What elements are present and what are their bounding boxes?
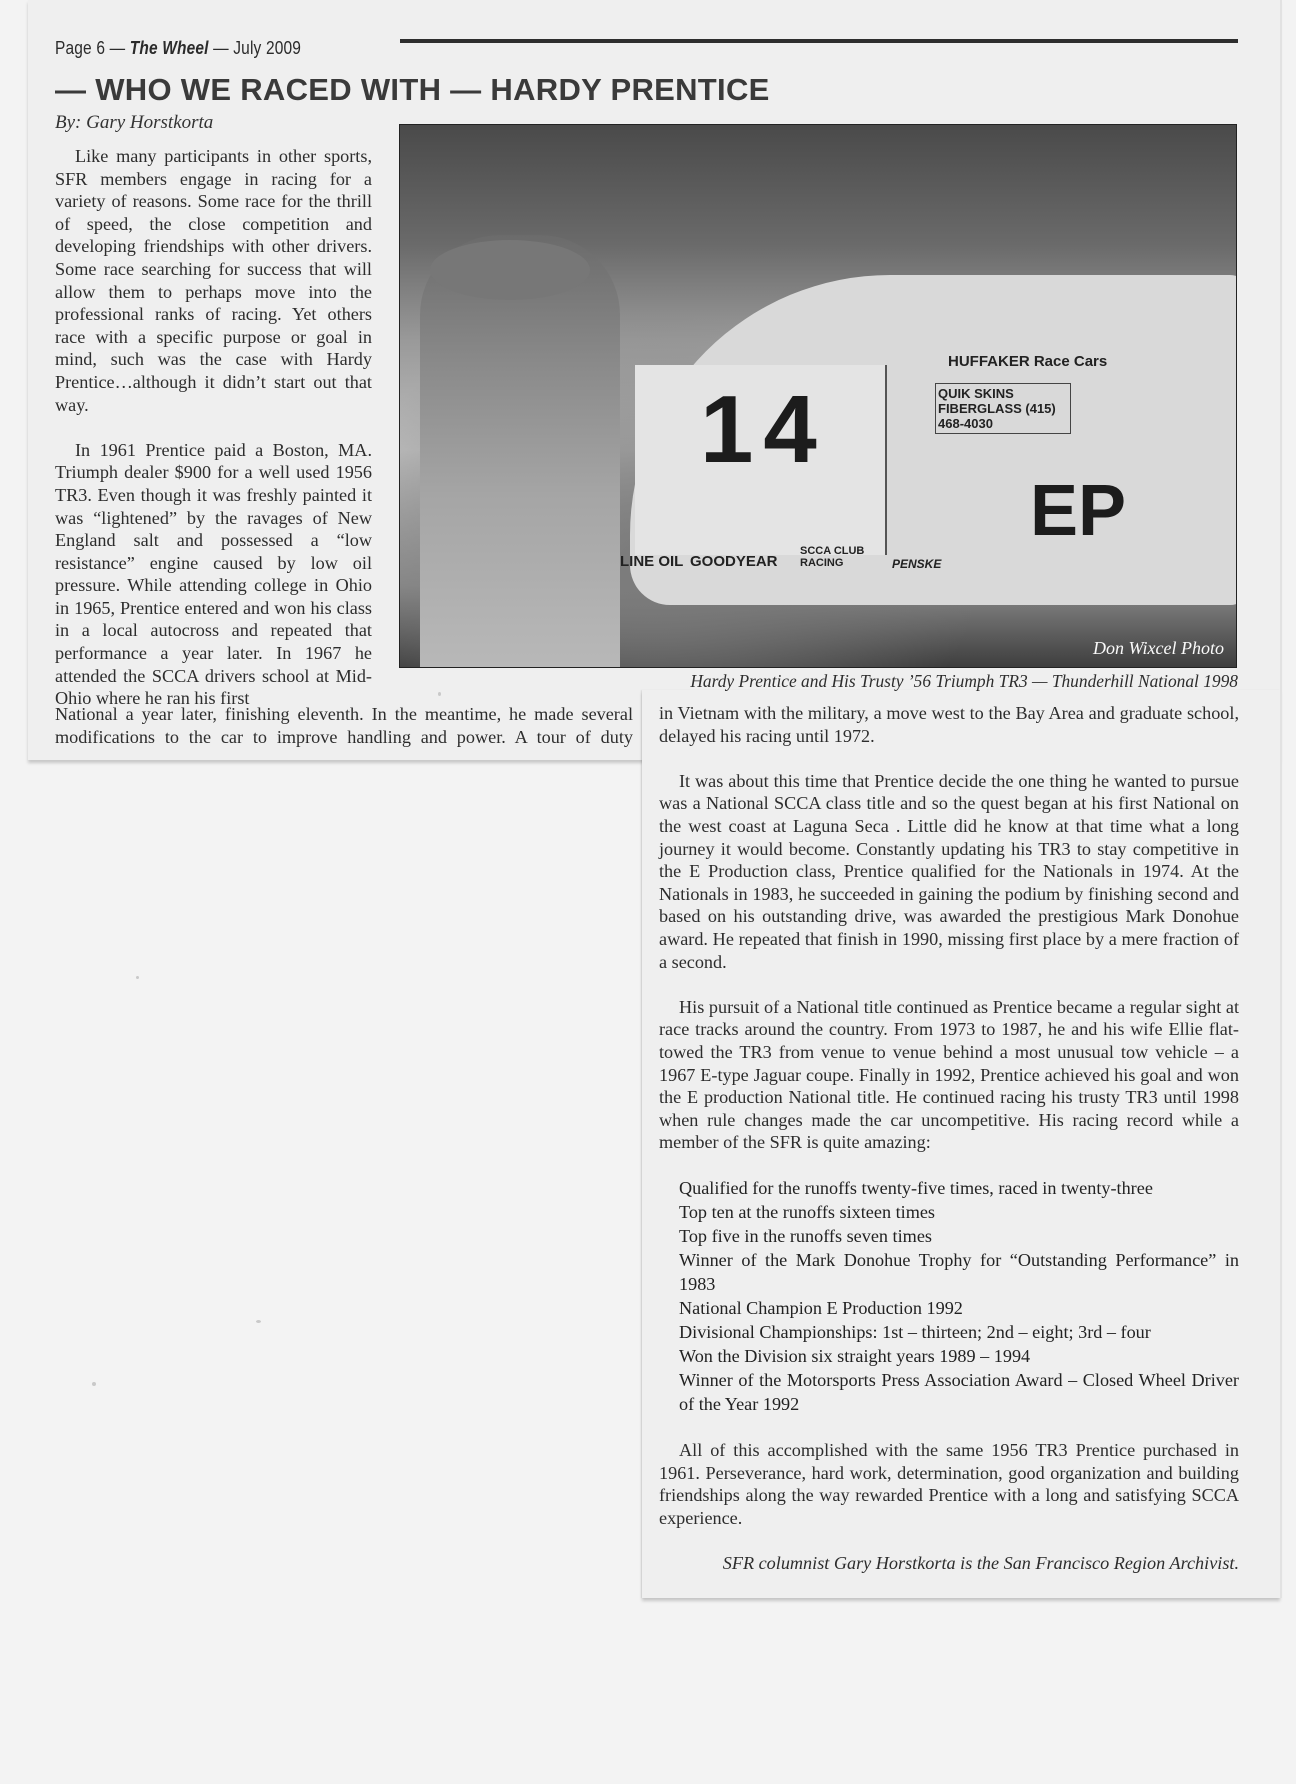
record-item: Winner of the Motorsports Press Association Award – Closed Wheel Driver of the Year 1992 bbox=[679, 1370, 1239, 1415]
page-header bbox=[55, 38, 301, 59]
paragraph: in Vietnam with the military, a move west to the Bay Area and graduate school, delayed his racing until 1972. bbox=[659, 703, 1239, 746]
racing-record-list bbox=[679, 1176, 1239, 1416]
photo-caption: Hardy Prentice and His Trusty ’56 Triumph TR3 — Thunderhill National 1998 bbox=[690, 671, 1238, 691]
sponsor-decal: QUIK SKINS FIBERGLASS (415) 468-4030 bbox=[935, 383, 1071, 434]
issue-date: — July 2009 bbox=[213, 38, 302, 58]
paper-speck bbox=[136, 976, 139, 979]
sponsor-decal: PENSKE bbox=[892, 557, 942, 571]
wide-text-line: National a year later, finishing eleventh. In the meantime, he made several bbox=[55, 704, 633, 724]
closing-paragraph: All of this accomplished with the same 1956 TR3 Prentice purchased in 1961. Perseverance, hard work, determination, good organization and building friendships along the way rewarded Prentice with a long and satisfying SCCA experience. bbox=[659, 1440, 1239, 1528]
paragraph: It was about this time that Prentice decide the one thing he wanted to pursue was a National SCCA class title and so the quest began at his first National on the west coast at Laguna Seca . Little did he know at that time what a long journey it would become. Constantly updating his TR3 to stay competitive in the E Production class, Prentice qualified for the Nationals in 1974. At the Nationals in 1983, he succeeded in gaining the podium by finishing second and based on his outstanding drive, was awarded the prestigious Mark Donohue award. He repeated that finish in 1990, missing first place by a mere fraction of a second. bbox=[659, 770, 1239, 972]
header-rule bbox=[400, 39, 1238, 43]
record-item: Won the Division six straight years 1989 – 1994 bbox=[679, 1346, 1031, 1367]
paragraph: Like many participants in other sports, SFR members engage in racing for a variety of reasons. Some race for the thrill of speed, the close competition and developing friendships with other drivers. Some race searching for success that will allow them to perhaps move into the professional ranks of racing. Yet others race with a specific purpose or goal in mind, such was the case with Hardy Prentice…although it didn’t start out that way. bbox=[55, 146, 372, 415]
record-item: Winner of the Mark Donohue Trophy for “Outstanding Performance” in 1983 bbox=[679, 1250, 1239, 1295]
paragraph: In 1961 Prentice paid a Boston, MA. Triumph dealer $900 for a well used 1956 TR3. Even though it was freshly painted it was “lightened” by the ravages of New England salt and possessed a “low resistance” engine caused by low oil pressure. While attending college in Ohio in 1965, Prentice entered and won his class in a local autocross and repeated that performance a year later. In 1967 he attended the SCCA drivers school at Mid-Ohio where he ran his first bbox=[55, 439, 372, 709]
sponsor-decal: SCCA CLUB RACING bbox=[800, 545, 865, 569]
paper-speck bbox=[256, 1320, 261, 1323]
sponsor-decal: GOODYEAR bbox=[690, 553, 778, 570]
paragraph: His pursuit of a National title continued as Prentice became a regular sight at race tracks around the country. From 1973 to 1987, he and his wife Ellie flat-towed the TR3 from venue to venue behind a most unusual tow vehicle – a 1967 E-type Jaguar coupe. Finally in 1992, Prentice achieved his goal and won the E production National title. He continued racing his trusty TR3 until 1998 when rule changes made the car uncompetitive. His racing record while a member of the SFR is quite amazing: bbox=[659, 996, 1239, 1153]
class-decal: EP bbox=[1030, 471, 1127, 551]
record-item: Divisional Championships: 1st – thirteen; 2nd – eight; 3rd – four bbox=[679, 1322, 1151, 1343]
left-column bbox=[55, 145, 372, 710]
sponsor-decal: LINE OIL bbox=[620, 553, 684, 570]
record-item: Top five in the runoffs seven times bbox=[679, 1226, 932, 1247]
sponsor-decal: HUFFAKER Race Cars bbox=[948, 353, 1108, 370]
driver-hat bbox=[430, 240, 590, 300]
article-title: — WHO WE RACED WITH — HARDY PRENTICE bbox=[55, 72, 770, 107]
paper-speck bbox=[438, 692, 441, 696]
article-byline: By: Gary Horstkorta bbox=[55, 112, 214, 133]
article-photo bbox=[399, 124, 1237, 668]
wide-text-line: modifications to the car to improve handling and power. A tour of duty bbox=[55, 726, 633, 747]
record-item: National Champion E Production 1992 bbox=[679, 1298, 963, 1319]
record-item: Top ten at the runoffs sixteen times bbox=[679, 1202, 935, 1223]
driver-figure bbox=[420, 235, 620, 667]
paper-torn-edge bbox=[1280, 0, 1282, 1598]
right-column bbox=[659, 702, 1239, 1597]
car-number: 14 bbox=[700, 376, 827, 483]
paper-speck bbox=[92, 1382, 96, 1386]
author-note: SFR columnist Gary Horstkorta is the San Francisco Region Archivist. bbox=[722, 1553, 1239, 1574]
record-item: Qualified for the runoffs twenty-five times, raced in twenty-three bbox=[679, 1178, 1153, 1199]
page-number: Page 6 — bbox=[55, 38, 126, 58]
publication-name: The Wheel bbox=[129, 38, 209, 58]
photo-credit: Don Wixcel Photo bbox=[1093, 638, 1224, 658]
